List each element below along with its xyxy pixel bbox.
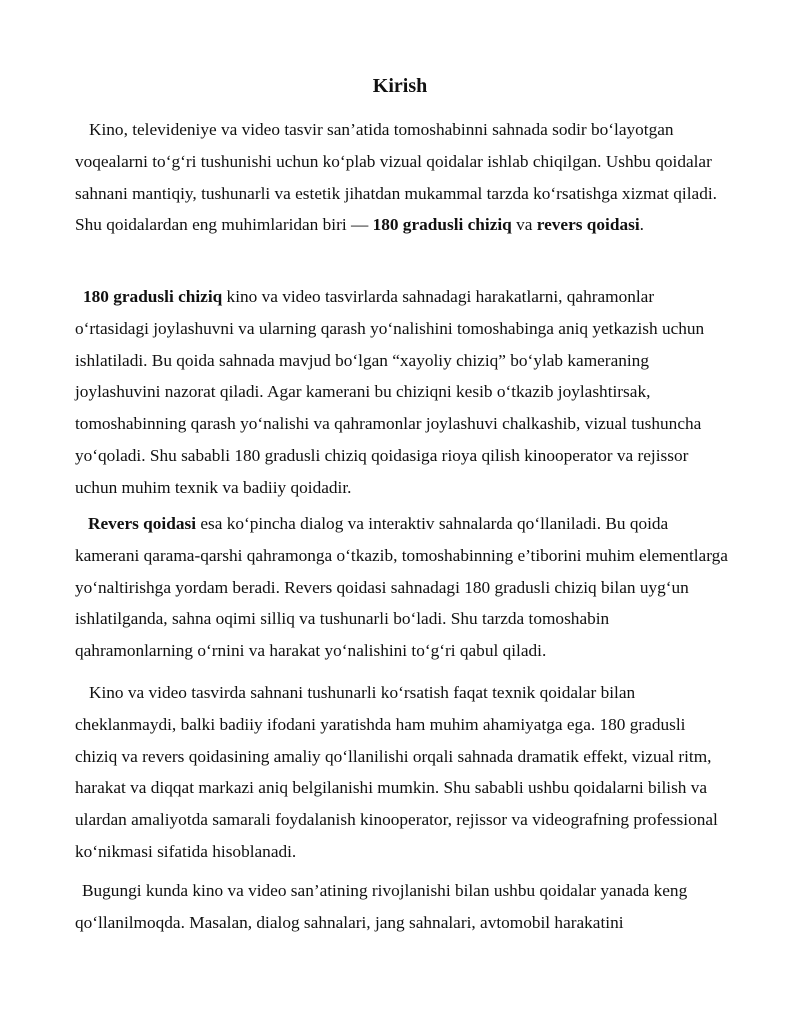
paragraph-reverse-rule	[75, 508, 730, 667]
paragraph-text: esa ko‘pincha dialog va interaktiv sahnalarda qo‘llaniladi. Bu qoida kamerani qarama-qarshi qahramonga o‘tkazib, tomoshabinning e’tiborini muhim elementlarga yo‘naltirishga yordam beradi. Revers qoidasi sahnadagi 180 gradusli chiziq bilan uyg‘un ishlatilganda, sahna oqimi silliq va tushunarli bo‘ladi. Shu tarzda tomoshabin qahramonlarning o‘rnini va harakat yo‘nalishini to‘g‘ri qabul qiladi.	[75, 514, 728, 661]
paragraph-180-line	[75, 281, 730, 504]
paragraph-text: Bugungi kunda kino va video san’atining rivojlanishi bilan ushbu qoidalar yanada keng qo‘llanilmoqda. Masalan, dialog sahnalari, jang sahnalari, avtomobil harakatini	[75, 881, 688, 932]
bold-term-180-line: 180 gradusli chiziq	[83, 287, 223, 306]
page-title: Kirish	[372, 75, 428, 97]
paragraph-modern-usage	[75, 875, 730, 939]
paragraph-text: kino va video tasvirlarda sahnadagi harakatlarni, qahramonlar o‘rtasidagi joylashuvni va ularning qarash yo‘nalishini tomoshabinga aniq yetkazish uchun ishlatiladi. Bu qoida sahnada mavjud bo‘lgan “xayoliy chiziq” bo‘ylab kameraning joylashuvini nazorat qiladi. Agar kamerani bu chiziqni kesib o‘tkazib joylashtirsak, tomoshabinning qarash yo‘nalishi va qahramonlar joylashuvi chalkashib, vizual tushuncha yo‘qoladi. Shu sababli 180 gradusli chiziq qoidasiga rioya qilish kinooperator va rejissor uchun muhim texnik va badiiy qoidadir.	[75, 287, 705, 497]
paragraph-text: Kino, televideniye va video tasvir san’atida tomoshabinni sahnada sodir bo‘layotgan voqealarni to‘g‘ri tushunishi uchun ko‘plab vizual qoidalar ishlab chiqilgan. Ushbu qoidalar sahnani mantiqiy, tushunarli va estetik jihatdan mukammal tarzda ko‘rsatishga xizmat qiladi. Shu qoidalardan eng muhimlaridan biri —	[75, 120, 717, 235]
bold-term-180-line: 180 gradusli chiziq	[372, 215, 512, 235]
paragraph-text: .	[639, 215, 644, 235]
paragraph-intro	[75, 114, 730, 241]
paragraph-text: va	[511, 215, 537, 235]
paragraph-artistic-expression	[75, 677, 730, 868]
bold-term-reverse-rule: revers qoidasi	[536, 215, 640, 235]
paragraph-text: Kino va video tasvirda sahnani tushunarli ko‘rsatish faqat texnik qoidalar bilan cheklanmaydi, balki badiiy ifodani yaratishda ham muhim ahamiyatga ega. 180 gradusli chiziq va revers qoidasining amaliy qo‘llanilishi orqali sahnada dramatik effekt, vizual ritm, harakat va diqqat markazi aniq belgilanishi mumkin. Shu sababli ushbu qoidalarni bilish va ulardan amaliyotda samarali foydalanish kinooperator, rejissor va videografning professional ko‘nikmasi sifatida hisoblanadi.	[75, 683, 718, 861]
bold-term-reverse-rule: Revers qoidasi	[88, 514, 197, 533]
